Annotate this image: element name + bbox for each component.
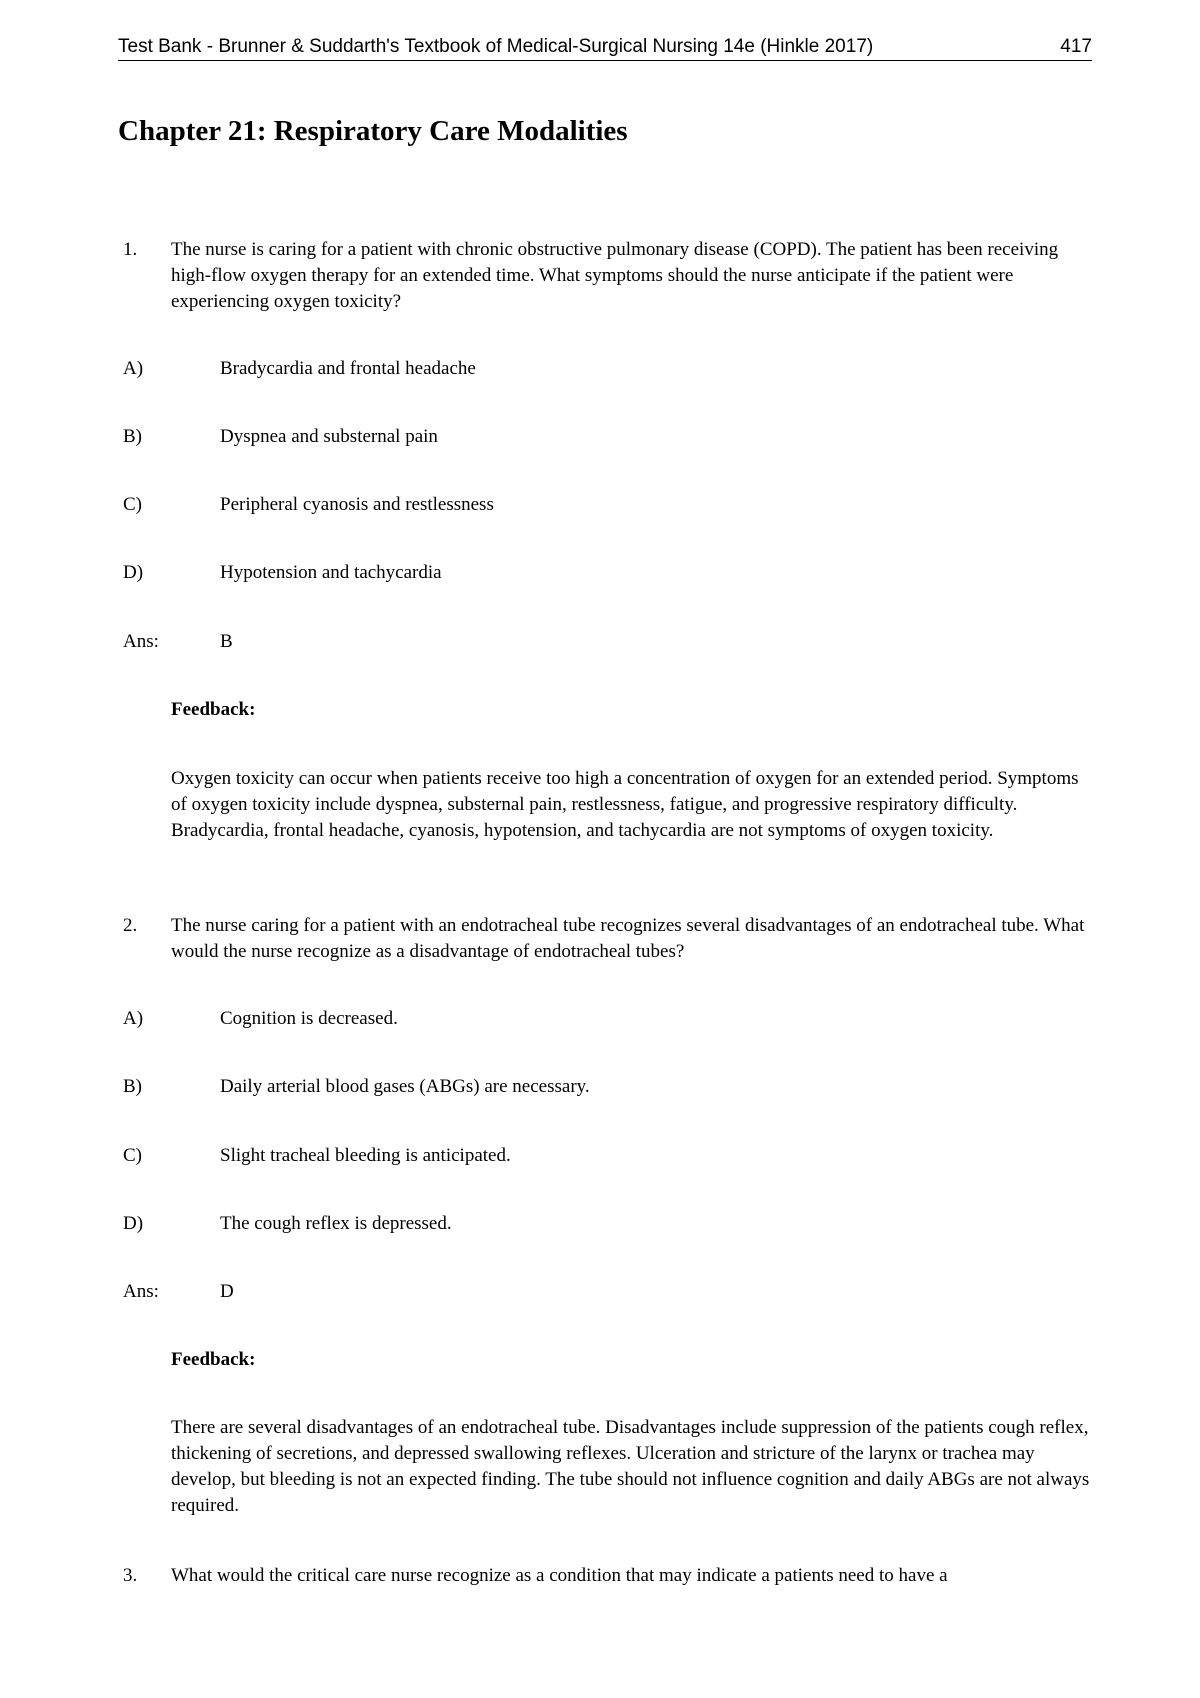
question-1-feedback-text: Oxygen toxicity can occur when patients receive too high a concentration of oxygen for an extended period. Symptoms of oxygen toxicity include dyspnea, substernal pain, restlessness, fatigue, and progressive respiratory difficulty. Bradycardia, frontal headache, cyanosis, hypotension, and tachycardia are not symptoms of oxygen toxicity.	[171, 768, 1079, 841]
question-2-option-a-text: Cognition is decreased.	[220, 1008, 398, 1029]
question-2-option-d-text: The cough reflex is depressed.	[220, 1213, 452, 1234]
question-2-option-b-label: B)	[123, 1076, 142, 1097]
question-2-text: The nurse caring for a patient with an endotracheal tube recognizes several disadvantages of an endotracheal tube. What would the nurse recognize as a disadvantage of endotracheal tubes?	[171, 915, 1085, 962]
question-2-answer: D	[220, 1281, 234, 1302]
question-1-answer: B	[220, 631, 233, 652]
question-2-option-c-label: C)	[123, 1145, 142, 1166]
question-1-option-d-text: Hypotension and tachycardia	[220, 562, 442, 583]
question-2-option-c-text: Slight tracheal bleeding is anticipated.	[220, 1145, 511, 1166]
question-2-option-b-text: Daily arterial blood gases (ABGs) are necessary.	[220, 1076, 590, 1097]
chapter-title: Chapter 21: Respiratory Care Modalities	[118, 115, 628, 147]
question-1-ans-label: Ans:	[123, 631, 159, 652]
question-1-number: 1.	[123, 239, 138, 260]
question-1-text: The nurse is caring for a patient with chronic obstructive pulmonary disease (COPD). The patient has been receiving high-flow oxygen therapy for an extended time. What symptoms should the nurse anticipate if the patient were experiencing oxygen toxicity?	[171, 239, 1059, 312]
question-1-option-d-label: D)	[123, 562, 144, 583]
page-number: 417	[1060, 36, 1092, 57]
question-1-option-c-text: Peripheral cyanosis and restlessness	[220, 494, 494, 515]
question-2-feedback-text: There are several disadvantages of an endotracheal tube. Disadvantages include suppression of the patients cough reflex, thickening of secretions, and depressed swallowing reflexes. Ulceration and stricture of the larynx or trachea may develop, but bleeding is not an expected finding. The tube should not influence cognition and daily ABGs are not always required.	[171, 1417, 1090, 1516]
question-3-number: 3.	[123, 1565, 138, 1586]
question-2-feedback-heading: Feedback:	[171, 1349, 256, 1370]
question-2-option-d-label: D)	[123, 1213, 144, 1234]
question-2-ans-label: Ans:	[123, 1281, 159, 1302]
question-1-option-b-text: Dyspnea and substernal pain	[220, 426, 438, 447]
question-1-option-c-label: C)	[123, 494, 142, 515]
question-2-number: 2.	[123, 915, 138, 936]
running-title: Test Bank - Brunner & Suddarth's Textbook of Medical-Surgical Nursing 14e (Hinkle 2017)	[118, 36, 874, 57]
question-2-option-a-label: A)	[123, 1008, 144, 1029]
question-3-text: What would the critical care nurse recognize as a condition that may indicate a patients need to have a	[171, 1565, 948, 1586]
question-1-option-b-label: B)	[123, 426, 142, 447]
page-header	[118, 36, 1092, 61]
question-1-feedback-heading: Feedback:	[171, 699, 256, 720]
question-1-option-a-label: A)	[123, 358, 144, 379]
question-1-option-a-text: Bradycardia and frontal headache	[220, 358, 476, 379]
